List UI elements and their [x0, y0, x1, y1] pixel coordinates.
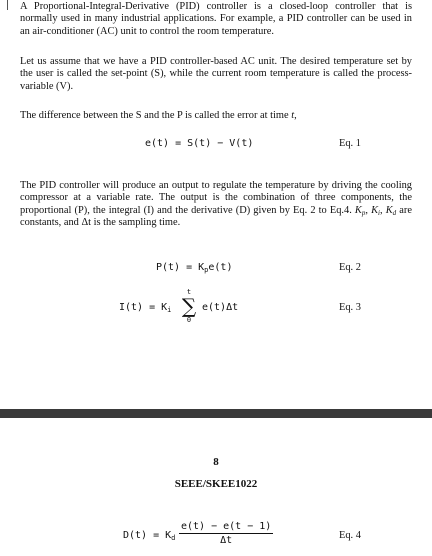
- equation-3: [0, 302, 432, 320]
- constant-ki: $K_i$: [371, 204, 380, 217]
- paragraph-error-text: The difference between the S and the P is called the error at time: [20, 110, 292, 121]
- page-border: [7, 0, 8, 10]
- equation-2: [0, 262, 432, 280]
- summation-lower-limit: 0: [186, 316, 192, 324]
- equation-1: [0, 138, 432, 156]
- time-variable: t: [291, 110, 295, 121]
- equation-4-numerator: e(t) − e(t − 1): [181, 521, 272, 532]
- page-break-divider: [0, 409, 432, 418]
- paragraph-assumption: Let us assume that we have a PID controller-based AC unit. The desired temperature set by the user is called the set-point (S), while the current room temperature is called the process-variable (V).: [20, 56, 412, 92]
- equation-3-rhs: e(t)Δt: [202, 302, 239, 313]
- paragraph-error: [20, 110, 412, 122]
- sigma-icon: ∑: [181, 294, 197, 318]
- equation-4-label: Eq. 4: [339, 530, 361, 541]
- summation-symbol: [180, 288, 198, 328]
- paragraph-pid-text: The PID controller will produce an output to regulate the temperature by driving the cooling compressor at a variable rate. The output is the combination of three components, the proportional (P), the integral (I) and the derivative (D) given by Eq. 2 to Eq.4.: [20, 180, 412, 216]
- constant-kp: $K_p$: [354, 204, 366, 217]
- paragraph-pid-tail: are constants, and Δt is the sampling time.: [20, 204, 412, 229]
- page-number: 8: [213, 456, 219, 468]
- equation-2-expr: $P(t) = K_pe(t)$: [156, 262, 233, 274]
- equation-3-label: Eq. 3: [339, 302, 361, 313]
- equation-4-denominator: Δt: [220, 535, 233, 546]
- equation-3-lhs: $I(t) = K_i$: [119, 302, 172, 314]
- equation-4-lhs: $D(t) = K_d$: [123, 530, 176, 542]
- summation-upper-limit: t: [186, 288, 192, 296]
- paragraph-intro: A Proportional-Integral-Derivative (PID) controller is a closed-loop controller that is normally used in many industrial applications. For example, a PID controller can be used in an air-conditioner (AC) unit to control the room temperature.: [20, 1, 412, 37]
- equation-2-label: Eq. 2: [339, 262, 361, 273]
- equation-4-fraction: [179, 521, 273, 546]
- equation-1-label: Eq. 1: [339, 138, 361, 149]
- equation-1-expr: e(t) = S(t) − V(t): [145, 138, 254, 149]
- course-code: SEEE/SKEE1022: [174, 478, 258, 490]
- constant-kd: $K_d$: [385, 204, 397, 217]
- paragraph-error-punct: ,: [294, 110, 297, 121]
- paragraph-pid-output: The PID controller will produce an output to regulate the temperature by driving the cooling compressor at a variable rate. The output is the combination of three components, the proportional (P), the integral (I) and the derivative (D) given by Eq. 2 to Eq.4. $K_p$, $K_i$, $K_d$ are constants, and Δt is the sampling time.: [20, 180, 412, 229]
